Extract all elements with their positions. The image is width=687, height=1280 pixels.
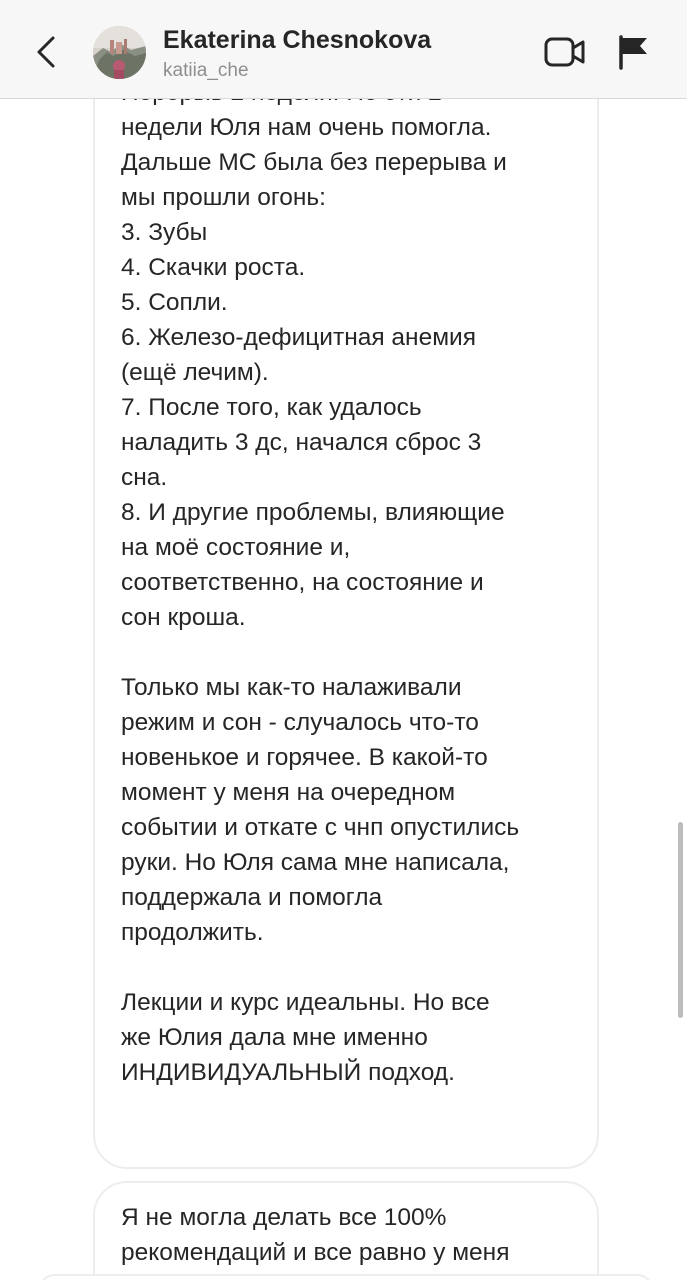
message-bubble[interactable] — [93, 0, 599, 1169]
avatar-photo-icon — [93, 26, 146, 79]
message-composer[interactable] — [38, 1274, 654, 1280]
message-bubble[interactable] — [93, 1181, 599, 1280]
report-flag-button[interactable] — [612, 30, 654, 74]
back-button[interactable] — [26, 30, 66, 74]
contact-username: katiia_che — [163, 60, 249, 81]
avatar[interactable] — [93, 26, 146, 79]
contact-name[interactable]: Ekaterina Chesnokova — [163, 26, 432, 54]
flag-icon — [617, 34, 649, 70]
chevron-left-icon — [35, 35, 57, 69]
scrollbar[interactable] — [678, 822, 683, 1018]
video-camera-icon — [544, 36, 586, 68]
thread-header — [0, 0, 687, 99]
message-text: Я не могла делать все 100% рекомендаций и все равно у меня — [121, 1204, 510, 1266]
video-call-button[interactable] — [540, 32, 590, 72]
message-text: недели Юля нам очень помогла. Дальше МС была без перерыва и мы прошли огонь: 3. Зубы 4. Скачки роста. 5. Сопли. 6. Железо-дефицитная анемия (ещё лечим). 7. После того, как удалось наладить 3 дс, начался сброс 3 сна. 8. И другие проблемы, влияющие на моё состояние и, соответственно, на состояние и сон кроша. Только мы как-то налаживали режим и сон - случалось что-то новенькое и горячее. В какой-то момент у меня на очередном событии и откате с чнп опустились руки. Но Юля сама мне написала, поддержала и помогла продолжить. Лекции и курс идеальны. Но все же Юлия дала мне именно ИНДИВИДУАЛЬНЫЙ подход. — [121, 114, 520, 1086]
